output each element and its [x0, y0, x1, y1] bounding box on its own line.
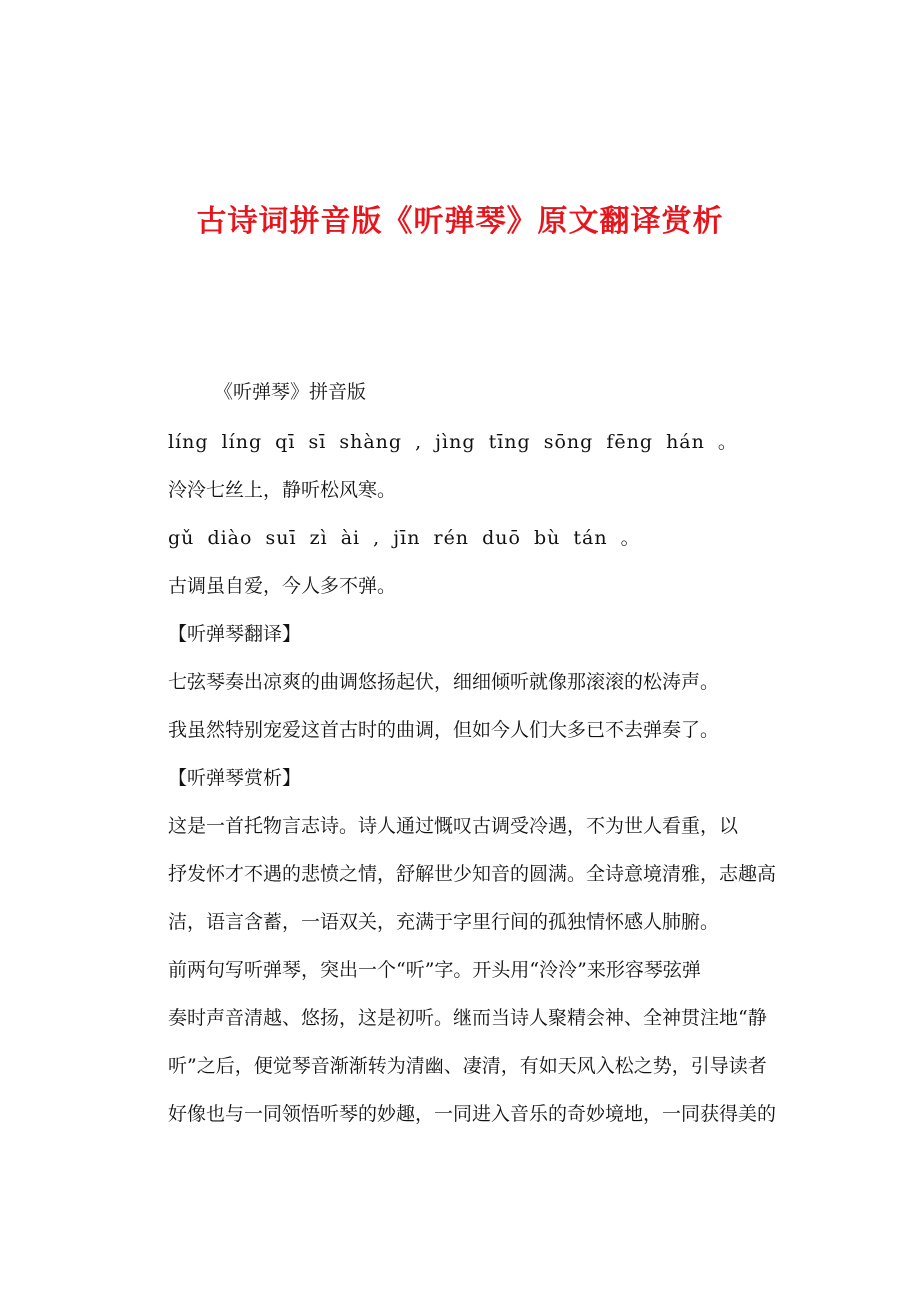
- pinyin-section-heading: 《听弹琴》拼音版: [214, 381, 367, 403]
- appreciation-p2-line: 好像也与一同领悟听琴的妙趣，一同进入音乐的奇妙境地，一同获得美的: [168, 1103, 777, 1125]
- appreciation-p2-line: 前两句写听弹琴，突出一个“听”字。开头用“泠泠”来形容琴弦弹: [168, 959, 701, 981]
- appreciation-p1-line: 抒发怀才不遇的悲愤之情，舒解世少知音的圆满。全诗意境清雅，志趣高: [168, 863, 777, 885]
- appreciation-p1-line: 这是一首托物言志诗。诗人通过慨叹古调受冷遇，不为世人看重，以: [168, 815, 739, 837]
- pinyin-line-2: gǔ diào suī zì ài , jīn rén duō bù tán 。: [168, 527, 641, 549]
- pinyin-line-1: líng líng qī sī shàng , jìng tīng sōng fēng hán 。: [168, 431, 738, 453]
- translation-heading: 【听弹琴翻译】: [168, 623, 302, 645]
- translation-line-2: 我虽然特别宠爱这首古时的曲调，但如今人们大多已不去弹奏了。: [168, 719, 720, 741]
- appreciation-p1-line: 洁，语言含蓄，一语双关，充满于字里行间的孤独情怀感人肺腑。: [168, 911, 720, 933]
- appreciation-p2-line: 听”之后，便觉琴音渐渐转为清幽、凄清，有如天风入松之势，引导读者: [168, 1055, 767, 1077]
- translation-line-1: 七弦琴奏出凉爽的曲调悠扬起伏，细细倾听就像那滚滚的松涛声。: [168, 671, 720, 693]
- appreciation-heading: 【听弹琴赏析】: [168, 767, 302, 789]
- poem-line-1: 泠泠七丝上，静听松风寒。: [168, 479, 397, 501]
- poem-line-2: 古调虽自爱，今人多不弹。: [168, 575, 397, 597]
- appreciation-p2-line: 奏时声音清越、悠扬，这是初听。继而当诗人聚精会神、全神贯注地“静: [168, 1007, 767, 1029]
- document-title: 古诗词拼音版《听弹琴》原文翻译赏析: [196, 204, 724, 239]
